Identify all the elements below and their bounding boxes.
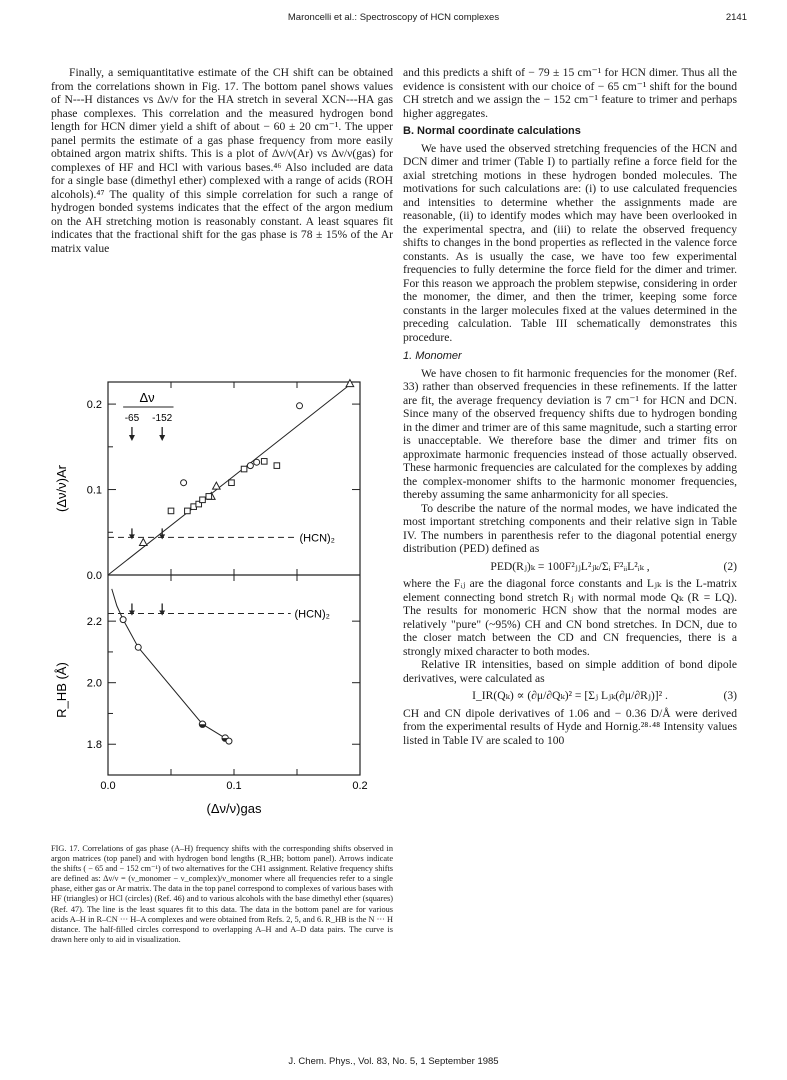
data-point-circle: [120, 617, 126, 623]
data-point-square: [185, 508, 191, 514]
left-column-text: [51, 66, 393, 255]
caption-text: FIG. 17. Correlations of gas phase (A–H) frequency shifts with the corresponding shifts observed in argon matrices (top panel) and with hydrogen bond lengths (R_HB; bottom panel). Arrows indicate the shifts ( − 65 and − 152 cm⁻¹) of two alternatives for the CH1 assignment. Relative frequency shifts are defined as: Δν/ν = (ν_monomer − ν_complex)/ν_monomer where all frequencies refer to a single phase, either gas or Ar matrix. The data in the top panel correspond to complexes of various bases with HF (triangles) or HCl (circles) (Ref. 46) and to various alcohols with the base dimethyl ether (squares) (Ref. 47). The line is the least squares fit to this data. The data in the bottom panel are for various acids A–H in R–CN ··· H–A complexes and were obtained from Refs. 2, 5, and 6. R_HB is the N ··· H distance. The half-filled circles correspond to overlapping A–H and A–D data pairs. The curve is drawn here only to aid in visualization.: [51, 844, 393, 944]
equation-number: (3): [723, 689, 737, 702]
y-tick-label: 2.2: [86, 616, 102, 629]
paragraph: Relative IR intensities, based on simple addition of bond dipole derivatives, were calculated as: [403, 658, 737, 685]
delta-nu-header: Δν: [139, 390, 155, 405]
equation-text: PED(Rⱼ)ₖ = 100F²ⱼⱼL²ⱼₖ/Σᵢ F²ᵢᵢL²ᵢₖ ,: [490, 559, 650, 573]
x-axis-label: (Δν/ν)gas: [206, 801, 262, 816]
subsection-heading: 1. Monomer: [403, 350, 462, 362]
data-point-square: [168, 508, 174, 514]
running-header: Maroncelli et al.: Spectroscopy of HCN complexes: [287, 12, 500, 23]
equation-number: (2): [723, 559, 737, 573]
data-point-circle: [254, 459, 260, 465]
x-tick-label: 0.1: [226, 780, 242, 792]
section-heading: B. Normal coordinate calculations: [403, 125, 581, 137]
data-point-square: [241, 466, 247, 472]
paragraph: Finally, a semiquantitative estimate of the CH shift can be obtained from the correlations shown in Fig. 17. The bottom panel shows values of N---H distances vs Δν/ν for the HA stretch in several XCN---HA gas phase complexes. This correlation and the measured hydrogen bond length for HCN dimer yield a shift of about − 60 ± 20 cm⁻¹. The upper panel permits the estimate of a gas phase frequency from more easily obtained argon matrix shifts. This is a plot of Δν/ν(Ar) vs Δν/ν(gas) for complexes of HF and HCl with various bases.⁴⁶ Also included are data for a single base (dimethyl ether) complexed with a range of acids (ROH alcohols).⁴⁷ The quality of this simple correlation for such a range of hydrogen bonded systems indicates that the effect of the argon medium on the AH stretching motion is reasonably constant. A least squares fit indicates that the fractional shift for the gas phase is 78 ± 15% of the Ar matrix value: [51, 66, 393, 255]
data-point-square: [206, 494, 212, 500]
page-number: 2141: [725, 12, 747, 23]
equation-2: [403, 560, 737, 574]
data-point-circle: [181, 480, 187, 486]
x-tick-label: 0.2: [352, 780, 368, 792]
data-point-circle: [247, 463, 253, 469]
hcn-dimer-label: (HCN)₂: [294, 608, 330, 621]
data-point-square: [229, 480, 235, 486]
y-tick-label: 0.0: [86, 570, 102, 582]
data-point-square: [274, 463, 280, 469]
data-point-circle: [226, 738, 232, 744]
equation-text: I_IR(Qₖ) ∝ (∂μ/∂Qₖ)² = [Σⱼ Lⱼₖ(∂μ/∂Rⱼ)]² .: [472, 689, 668, 702]
paragraph: and this predicts a shift of − 79 ± 15 cm⁻¹ for HCN dimer. Thus all the evidence is consistent with our choice of − 65 cm⁻¹ shift for the bound CH stretch and we assign the − 152 cm⁻¹ feature to trimer and perhaps higher aggregates.: [403, 66, 737, 120]
data-point-circle: [297, 403, 303, 409]
data-point-square: [261, 459, 267, 465]
right-column-text: [403, 66, 737, 747]
data-point-triangle: [346, 380, 354, 387]
y-tick-label: 2.0: [86, 677, 102, 690]
y-axis-label-bottom: R_HB (Å): [54, 662, 69, 718]
arrow-value-label: -65: [124, 413, 140, 424]
paragraph: We have used the observed stretching frequencies of the HCN and DCN dimer and trimer (Table I) to partially refine a force field for the axial stretching motions in these hydrogen bonded molecules. The motivations for such calculations are: (i) to use calculated frequencies and intensities to determine whether the assignments made are reasonable, (ii) to identify modes which may have been overlooked in the experimental spectra, and (iii) to relate the observed frequency shifts to changes in the bond properties as reflected in the valence force constants. As is usually the case, we have too few experimental frequencies to fully determine the force field for the dimer and trimer. For this reason we approach the problem stepwise, considering in order the monomer, the dimer, and then the trimer, keeping some force constants in the larger molecules fixed at the values determined in the preceding calculation. Table III schematically demonstrates this procedure.: [403, 141, 737, 344]
y-tick-label: 1.8: [86, 739, 102, 752]
figure-caption: [51, 844, 393, 945]
paragraph: To describe the nature of the normal modes, we have indicated the most important stretching components and their relative sign in Table IV. The numbers in parenthesis refer to the diagonal potential energy distribution (PED) defined as: [403, 501, 737, 555]
shift-arrow-head: [129, 435, 135, 441]
least-squares-fit-line: [108, 387, 347, 575]
shift-arrow-head: [159, 435, 165, 441]
paragraph: We have chosen to fit harmonic frequencies for the monomer (Ref. 33) rather than observed frequencies in these refinements. If the latter are fit, the average frequency deviation is 7 cm⁻¹ for HCN and DCN. Since many of the observed frequency shifts due to hydrogen bonding in the dimer and trimer are of this same magnitude, such a starting error is unacceptable. We therefore base the dimer and trimer fits on approximate harmonic frequencies instead of those actually observed. These harmonic frequencies are calculated for the complexes by adding the complex-monomer shifts to the harmonic monomer frequencies, thereby assuming the same anharmonicity for all species.: [403, 366, 737, 501]
arrow-value-label: -152: [152, 413, 173, 424]
data-point-circle: [135, 644, 141, 650]
hcn-dimer-label: (HCN)₂: [299, 532, 335, 545]
y-axis-label-top: (Δν/ν)Ar: [54, 465, 69, 512]
data-point-triangle: [139, 539, 147, 546]
data-point-square: [200, 497, 206, 503]
data-point-triangle: [213, 482, 221, 489]
equation-3: [403, 689, 737, 703]
y-tick-label: 0.2: [86, 399, 102, 412]
visualization-curve: [112, 589, 229, 741]
journal-footer: J. Chem. Phys., Vol. 83, No. 5, 1 September 1985: [288, 1056, 499, 1067]
y-tick-label: 0.1: [86, 484, 102, 497]
figure-17: [40, 360, 380, 840]
x-tick-label: 0.0: [100, 780, 116, 792]
paragraph: where the Fᵢⱼ are the diagonal force constants and Lⱼₖ is the L-matrix element connecting bond stretch Rⱼ with normal mode Qₖ (R = LQ). The results for monomeric HCN show that the normal modes are relatively "pure" (~95%) CH and CN bond stretches. In DCN, due to the closer match between the CD and CN frequencies, there is a strongly mixed character to both modes.: [403, 577, 737, 658]
paragraph: CH and CN dipole derivatives of 1.06 and − 0.36 D/Å were derived from the experimental results of Hyde and Hornig.²⁸·⁴⁸ Intensity values listed in Table IV are scaled to 100: [403, 706, 737, 747]
